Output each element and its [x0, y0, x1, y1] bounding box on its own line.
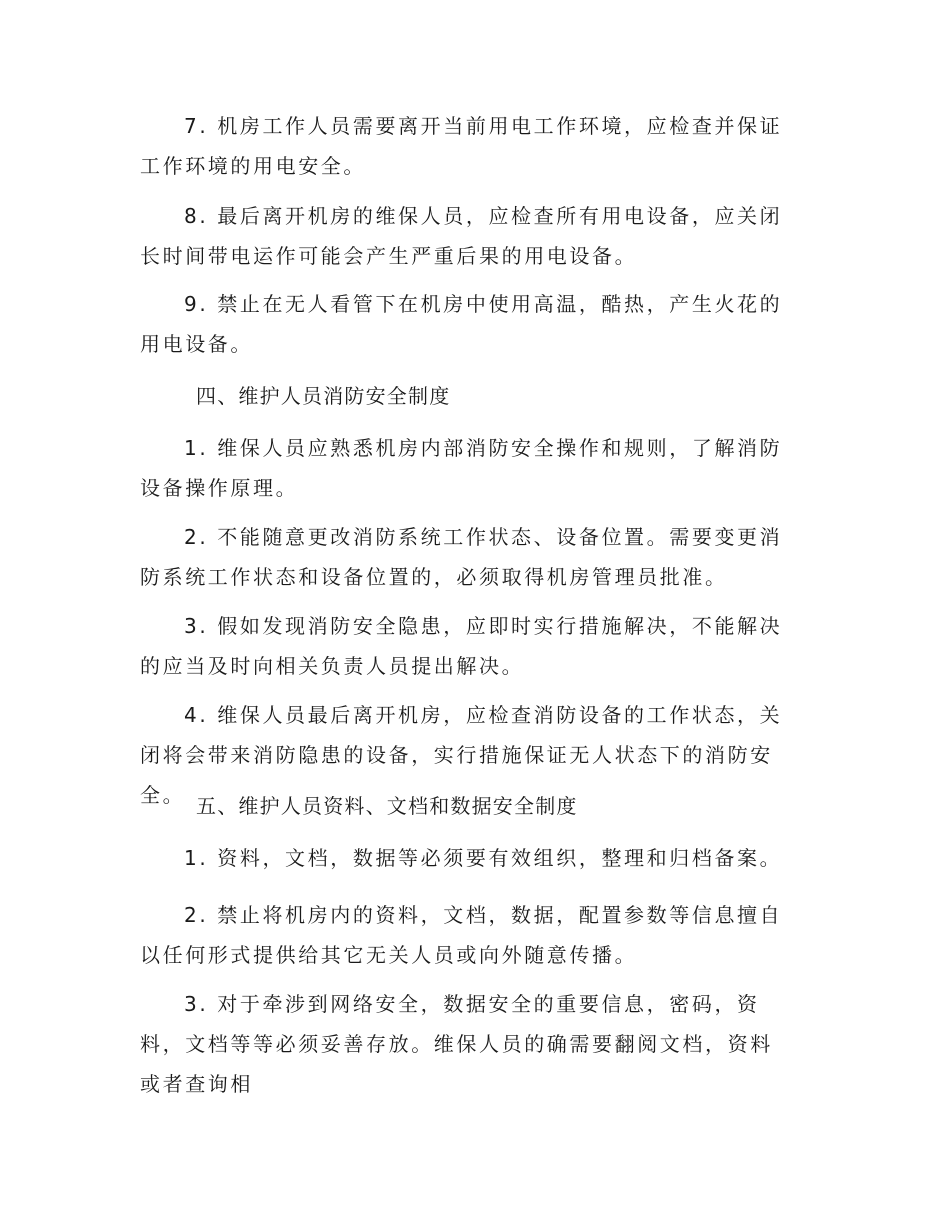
section4-item-3: 3. 假如发现消防安全隐患，应即时实行措施解决，不能解决的应当及时向相关负责人员提出解决。 [140, 614, 783, 678]
section5-item-3: 3. 对于牵涉到网络安全，数据安全的重要信息，密码，资料，文档等等必须妥善存放。维保人员的确需要翻阅文档，资料或者查询相 [140, 992, 773, 1096]
section5-item-2: 2. 禁止将机房内的资料，文档，数据，配置参数等信息擅自以任何形式提供给其它无关人员或向外随意传播。 [140, 903, 783, 967]
paragraph-9: 9. 禁止在无人看管下在机房中使用高温，酷热，产生火花的用电设备。 [140, 292, 783, 356]
paragraph-7: 7. 机房工作人员需要离开当前用电工作环境，应检查并保证工作环境的用电安全。 [140, 114, 783, 178]
section4-item-4: 4. 维保人员最后离开机房，应检查消防设备的工作状态，关闭将会带来消防隐患的设备，实行措施保证无人状态下的消防安全。 [140, 703, 783, 807]
section-heading-5: 五、维护人员资料、文档和数据安全制度 [196, 794, 578, 818]
section5-item-1: 1. 资料，文档，数据等必须要有效组织，整理和归档备案。 [184, 846, 783, 870]
paragraph-8: 8. 最后离开机房的维保人员，应检查所有用电设备，应关闭长时间带电运作可能会产生严重后果的用电设备。 [140, 204, 783, 268]
section-heading-4: 四、维护人员消防安全制度 [196, 384, 451, 408]
section4-item-2: 2. 不能随意更改消防系统工作状态、设备位置。需要变更消防系统工作状态和设备位置的，必须取得机房管理员批准。 [140, 525, 783, 589]
section4-item-1: 1. 维保人员应熟悉机房内部消防安全操作和规则，了解消防设备操作原理。 [140, 436, 783, 500]
